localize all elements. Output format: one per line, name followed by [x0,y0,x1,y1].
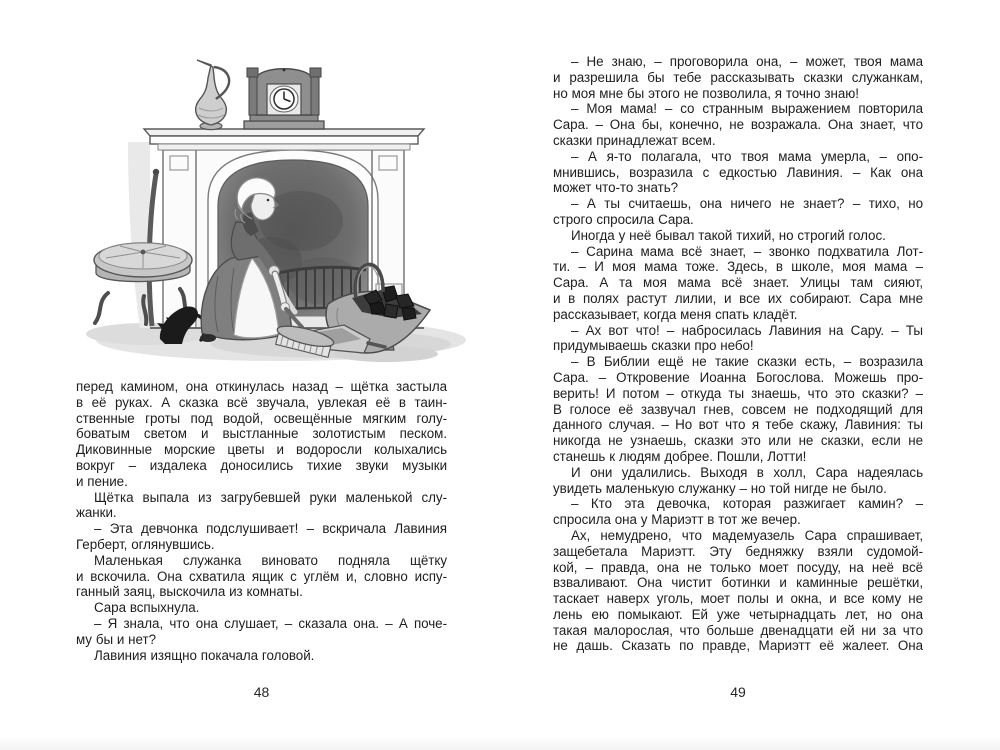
text-line: и вскочила. Она схватила ящик с углём и, словно испу- [76,568,447,584]
text-line: – Я знала, что она слушает, – сказала она. – А поче- [94,615,447,631]
text-line: Сара. – Откровение Иоанна Богослова. Можешь про- [553,369,923,385]
text-line: – Кто эта девочка, которая разжигает камин? – [571,496,923,512]
paragraph [76,616,447,648]
text-line: перед камином, она откинулась назад – щётка застыла [76,379,447,394]
text-line: сказки принадлежат всем. [553,132,716,148]
paragraph [553,101,923,148]
text-line: взваливают. Она чистит ботинки и каминные решётки, [553,575,923,591]
text-line: не дашь. Сказать по правде, Мариэтт её жалеет. Она [553,638,923,654]
mantel-clock [244,68,324,129]
text-line: – А я-то полагала, что твоя мама умерла, – опо- [571,148,923,164]
text-line: жанки. [76,505,117,521]
left-page-text [76,379,447,663]
text-line: спросила она у Мариэтт в тот же вечер. [553,512,801,528]
text-line: и в полях растут лилии, и все их собирают. Сара мне [553,290,923,306]
text-line: ти. – И моя мама тоже. Здесь, в школе, моя мама – [553,259,923,275]
paragraph [76,521,447,553]
right-page-number: 49 [730,684,746,700]
text-line: В голосе её зазвучал гнев, совсем не подходящий для [553,401,923,417]
left-page-number: 48 [253,684,270,700]
text-line: никогда не узнаешь, сказки это или не сказки, если не [553,433,923,449]
wall-shadow [128,142,150,328]
text-line: ственные гроты под водой, освещённые мягким голу- [76,410,447,426]
text-line: Диковинные морские цветы и водоросли колыхались [76,442,447,458]
text-line: Лавиния изящно покачала головой. [94,647,315,663]
text-line: – Эта девчонка подслушивает! – вскричала Лавиния [94,521,447,537]
text-line: кой, – правда, она не только моет посуду, на неё всё [553,559,923,575]
text-line: верить! И потом – откуда ты знаешь, что это сказки? – [553,385,923,401]
text-line: му бы и нет? [76,631,156,647]
text-line: и разрешила бы тебе рассказывать сказки служанкам, [553,69,923,85]
text-line: таскает наверх уголь, моет полы и окна, и все кому не [553,591,923,607]
text-line: – Не знаю, – проговорила она, – может, твоя мама [571,54,923,69]
text-line: И они удалились. Выходя в холл, Сара надеялась [571,464,923,480]
text-line: Сара. А та моя мама всё знает. Улицы там сияют, [553,275,923,291]
text-line: ганный заяц, выскочила из комнаты. [76,584,303,600]
text-line: Сара. – Она бы, конечно, не возражала. Она знает, что [553,117,923,133]
text-line: но моя мне бы этого не позволила, я точно знаю! [553,85,859,101]
text-line: такая малорослая, что больше двенадцати ей ни за что [553,622,923,638]
fireplace-illustration [86,46,486,378]
paragraph [76,490,447,522]
paragraph [553,54,923,101]
text-line: и пение. [76,473,128,489]
text-line: может что-то знать? [553,180,679,196]
pitcher [196,60,229,130]
text-line: Маленькая служанка виновато подняла щётку [94,552,447,568]
text-line: станешь к людям добрее. Пошли, Лотти! [553,448,807,464]
text-line: Ах, немудрено, что мадемуазель Сара спрашивает, [571,527,923,543]
text-line: лень ею помыкают. Ей уже четырнадцать лет, но она [553,606,923,622]
text-line: – Ах вот что! – набросилась Лавиния на Сару. – Ты [571,322,923,338]
text-line: увидеть маленькую служанку – но той нигде не было. [553,480,887,496]
paragraph [76,379,447,490]
text-line: боватым светом и выстланные золотистым песком. [76,426,447,442]
text-line: – В Библии ещё не такие сказки есть, – возразила [571,354,923,370]
right-page-text [553,54,923,654]
text-line: Сара вспыхнула. [94,600,200,616]
text-line: – Сарина мама всё знает, – звонко подхватила Лот- [571,243,923,259]
text-line: Иногда у неё бывал такой тихий, но строгий голос. [571,227,886,243]
paragraph [76,553,447,600]
paragraph [76,600,447,616]
page-bottom-shading [0,736,1000,750]
paragraph [553,244,923,323]
text-line: – Моя мама! – со странным выражением повторила [571,101,923,117]
text-line: в её руках. А сказка всё звучала, увлекая её в таин- [76,394,447,410]
text-line: мнившись, возразила с едкостью Лавиния. – Как она [553,164,923,180]
text-line: Щётка выпала из загрубевшей руки маленькой слу- [94,489,447,505]
paragraph [553,465,923,497]
text-line: вокруг – издалека доносились тихие звуки музыки [76,457,447,473]
paragraph [553,149,923,196]
paragraph [553,196,923,228]
paragraph [553,496,923,528]
text-line: Герберт, оглянувшись. [76,536,215,552]
paragraph [76,648,447,664]
text-line: строго спросила Сара. [553,211,694,227]
paragraph [553,354,923,465]
text-line: – А ты считаешь, она ничего не знает? – тихо, но [571,196,923,212]
paragraph [553,528,923,654]
text-line: защебетала Мариэтт. Эту бедняжку взяли судомой- [553,543,923,559]
text-line: рассказывает, когда меня спать кладёт. [553,306,798,322]
paragraph [553,228,923,244]
text-line: данного случая. – Но вот что я тебе скажу, Лавиния: ты [553,417,923,433]
shoe [200,334,216,342]
paragraph [553,323,923,355]
text-line: придумываешь сказки про небо! [553,338,754,354]
